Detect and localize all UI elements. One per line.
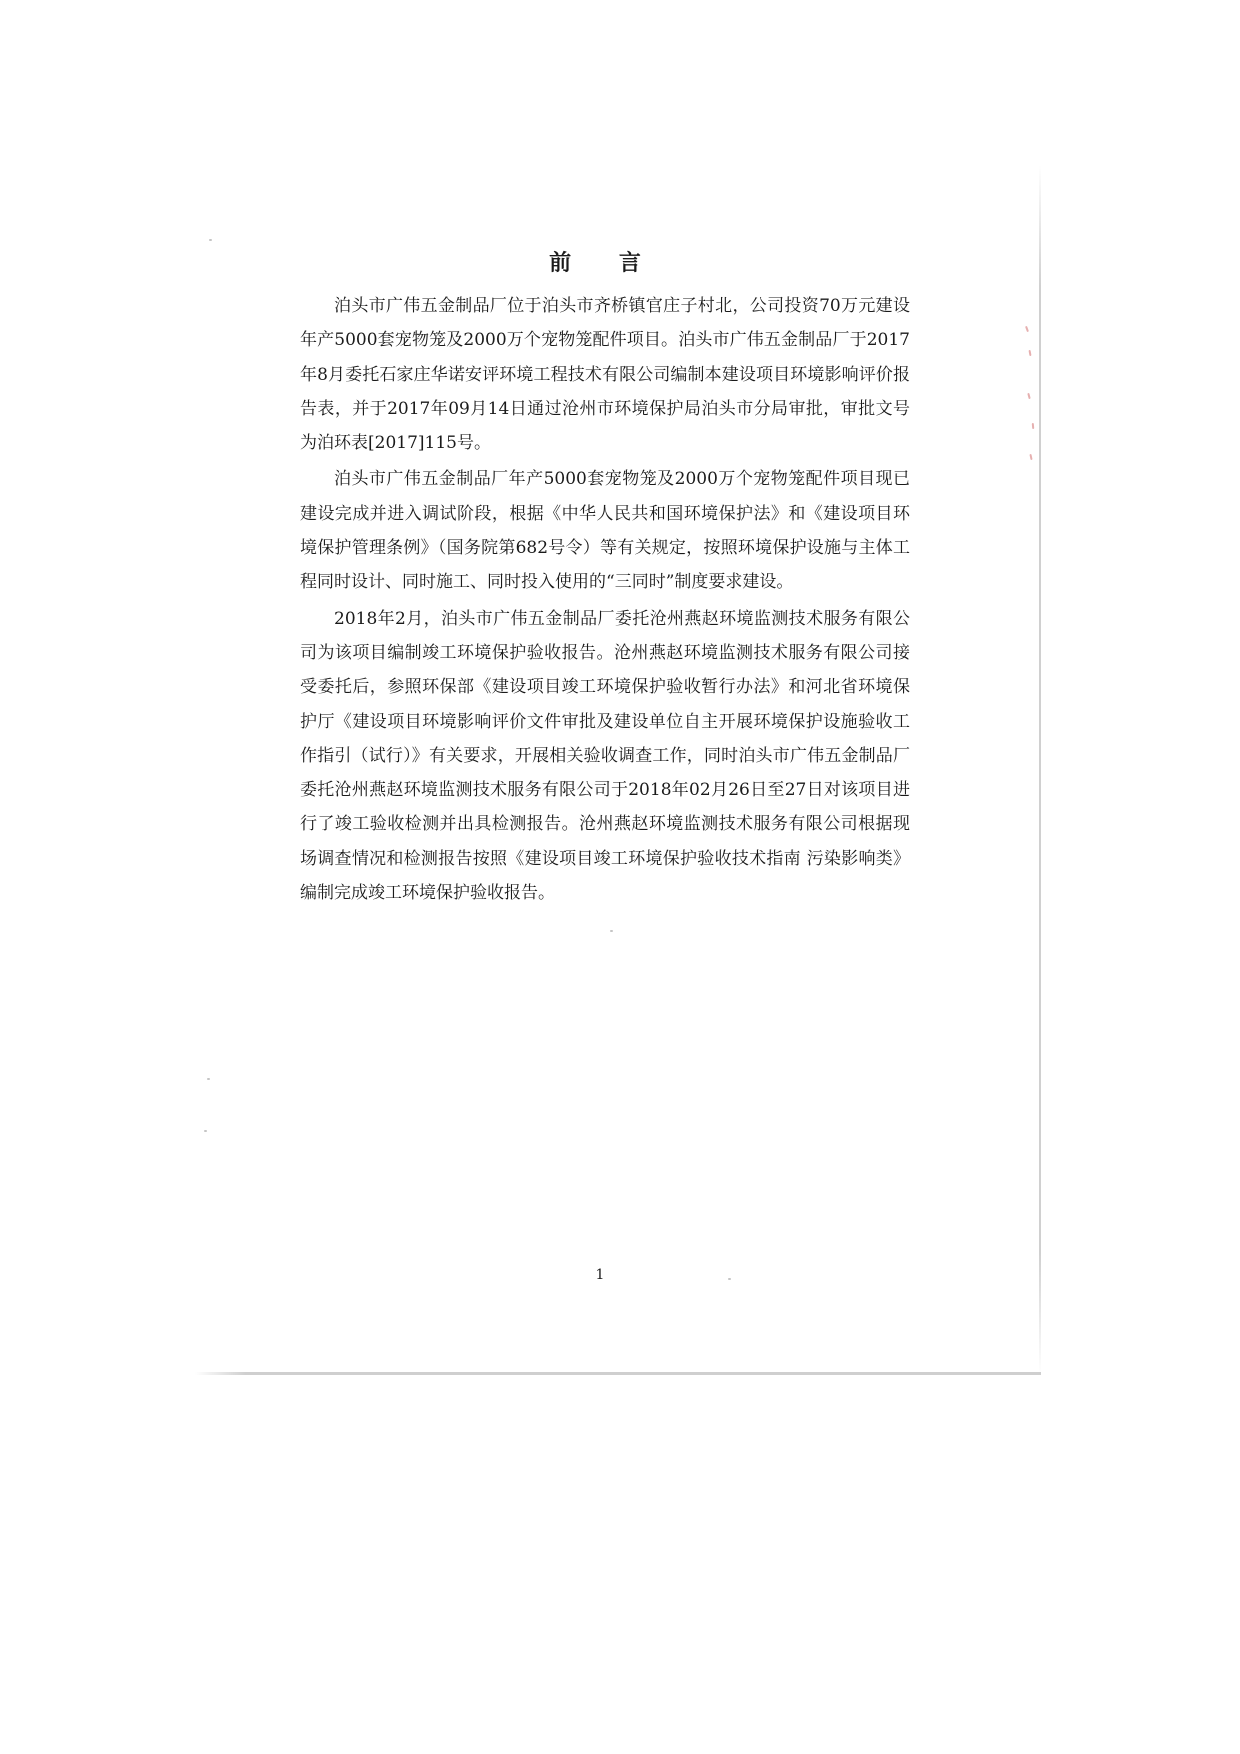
paragraph-project-overview: 泊头市广伟五金制品厂位于泊头市齐桥镇官庄子村北，公司投资70万元建设年产5000套宠物笼及2000万个宠物笼配件项目。泊头市广伟五金制品厂于2017年8月委托石家庄华诺安评环境工程技术有限公司编制本建设项目环境影响评价报告表，并于2017年09月14日通过沧州市环境保护局泊头市分局审批，审批文号为泊环表[2017]115号。 <box>300 296 910 454</box>
scan-speck <box>610 930 613 932</box>
stamp-trace <box>1025 326 1029 332</box>
scan-speck <box>728 1278 731 1280</box>
body-text <box>300 289 910 912</box>
stamp-trace <box>1028 350 1031 356</box>
stamp-trace <box>1032 423 1035 429</box>
page-edge-right <box>1039 165 1041 1375</box>
scan-speck <box>207 1078 210 1080</box>
page-title: 前 言 <box>549 250 661 276</box>
stamp-trace <box>1027 393 1030 399</box>
paragraph-construction-status: 泊头市广伟五金制品厂年产5000套宠物笼及2000万个宠物笼配件项目现已建设完成并进入调试阶段，根据《中华人民共和国环境保护法》和《建设项目环境保护管理条例》（国务院第682号令）等有关规定，按照环境保护设施与主体工程同时设计、同时施工、同时投入使用的“三同时”制度要求建设。 <box>300 469 910 593</box>
page-edge-bottom <box>195 1372 1041 1375</box>
scan-speck <box>204 1130 207 1132</box>
page-number: 1 <box>595 1267 605 1283</box>
stamp-trace <box>1029 454 1032 460</box>
scan-speck <box>209 239 212 241</box>
paragraph-acceptance-report: 2018年2月，泊头市广伟五金制品厂委托沧州燕赵环境监测技术服务有限公司为该项目编制竣工环境保护验收报告。沧州燕赵环境监测技术服务有限公司接受委托后，参照环保部《建设项目竣工环境保护验收暂行办法》和河北省环境保护厅《建设项目环境影响评价文件审批及建设单位自主开展环境保护设施验收工作指引（试行）》有关要求，开展相关验收调查工作，同时泊头市广伟五金制品厂委托沧州燕赵环境监测技术服务有限公司于2018年02月26日至27日对该项目进行了竣工验收检测并出具检测报告。沧州燕赵环境监测技术服务有限公司根据现场调查情况和检测报告按照《建设项目竣工环境保护验收技术指南 污染影响类》编制完成竣工环境保护验收报告。 <box>300 608 910 904</box>
